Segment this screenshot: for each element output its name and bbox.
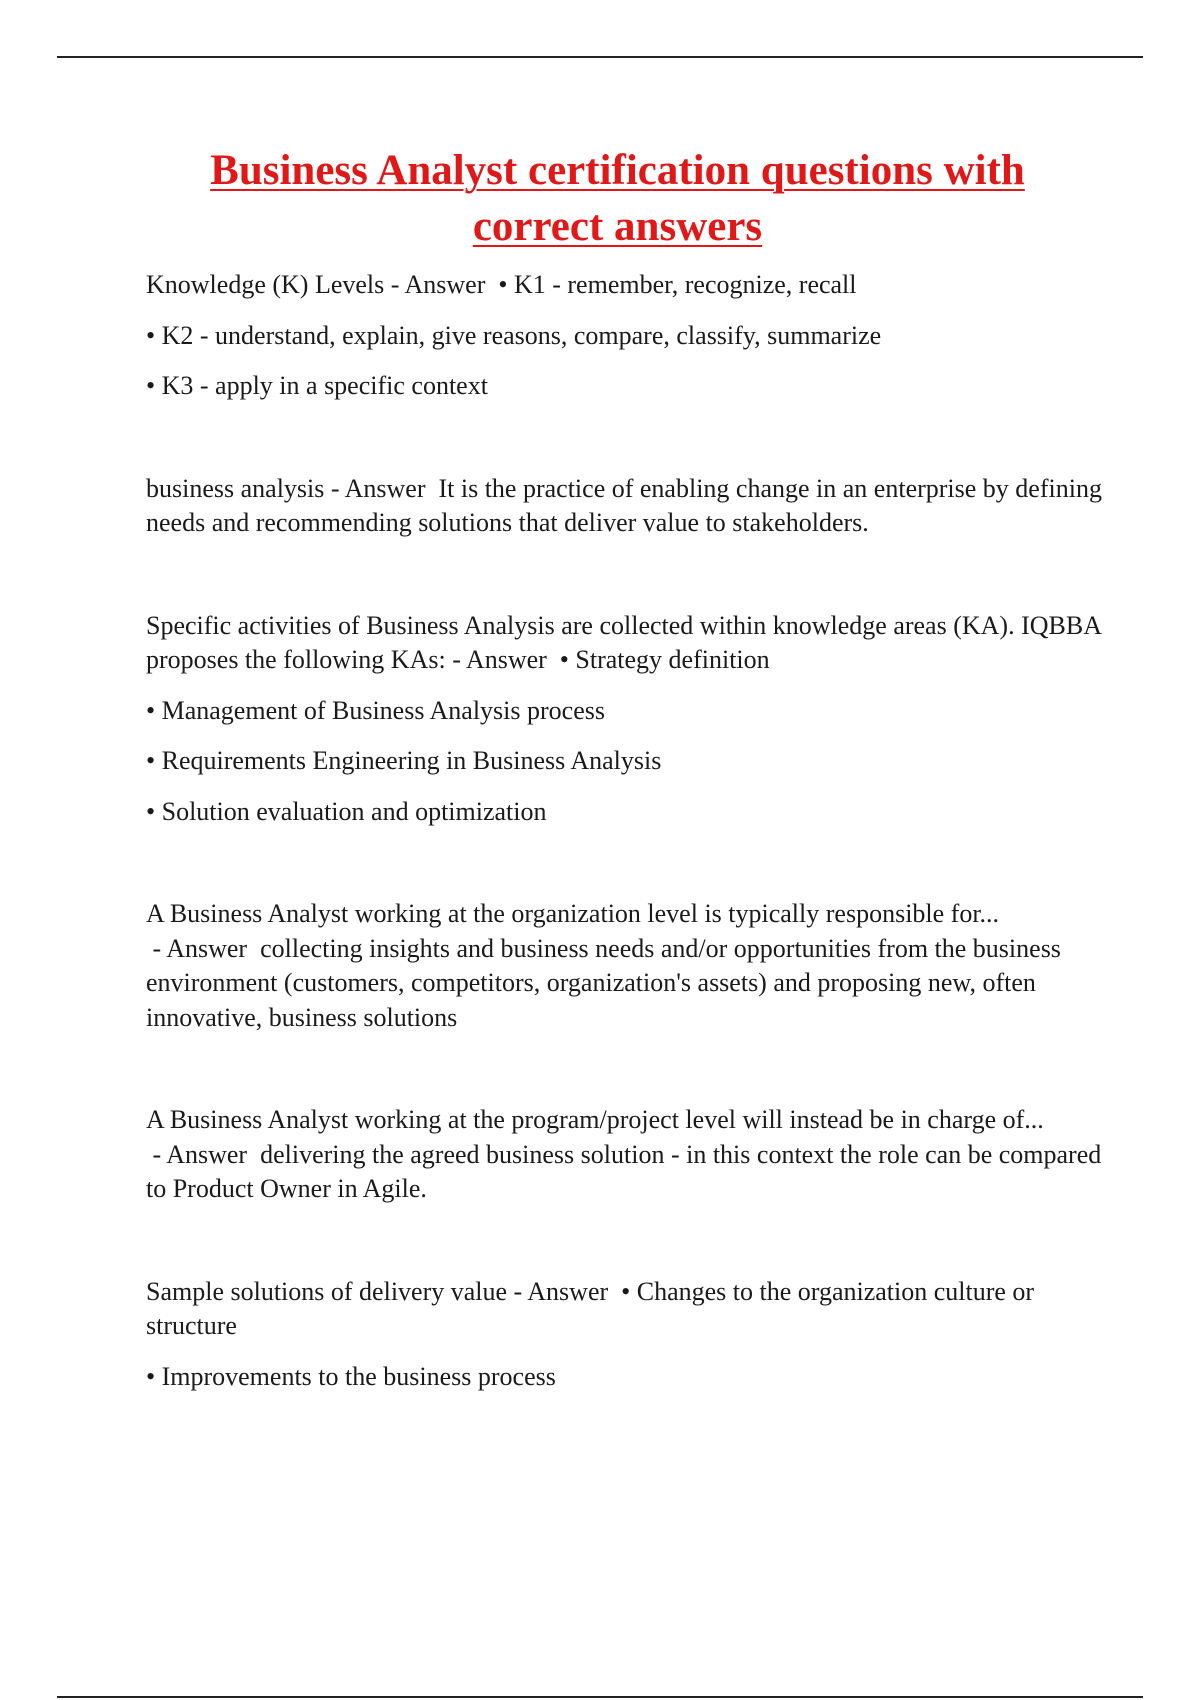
qa-list [146,268,1106,1394]
answer-bullet: • Requirements Engineering in Business Analysis [146,746,662,775]
title-line: Business Analyst certification questions with [210,147,1025,194]
question-text: A Business Analyst working at the organization level is typically responsible for... [146,899,1000,928]
bottom-rule [57,1696,1143,1698]
title-line: correct answers [472,203,763,250]
qa-item-business-analysis [146,472,1106,541]
answer-separator: - Answer [384,270,492,299]
answer-bullet: • Management of Business Analysis process [146,695,605,725]
qa-item-organization-level [146,897,1106,1035]
qa-first-line [146,609,1106,678]
question-text: A Business Analyst working at the program/project level will instead be in charge of... [146,1105,1044,1134]
answer-bullet: • K2 - understand, explain, give reasons, compare, classify, summarize [146,320,882,350]
qa-first-line [146,1275,1106,1344]
answer-text: • Changes to the organization culture or structure [146,1276,1035,1340]
answer-separator: - Answer [445,645,554,674]
answer-text: • K1 - remember, recognize, recall [498,270,857,299]
qa-item-project-level [146,1103,1106,1207]
answer-separator: - Answer [146,1139,254,1169]
answer-text: It is the practice of enabling change in an enterprise by defining needs and recommending solutions that deliver value to stakeholders. [146,473,1102,537]
document-title [100,143,1135,255]
qa-item-delivery-value [146,1275,1106,1395]
qa-first-line [146,472,1106,541]
answer-text: delivering the agreed business solution - in this context the role can be compared to Product Owner in Agile. [146,1139,1102,1203]
question-text: Knowledge (K) Levels [146,270,385,299]
answer-bullet: • Solution evaluation and optimization [146,796,547,826]
answer-separator: - Answer [507,1276,615,1306]
question-text: business analysis [146,473,325,503]
top-rule [57,56,1143,58]
qa-first-line [146,268,1106,303]
answer-bullet: • Improvements to the business process [146,1361,556,1391]
qa-first-line [146,897,1106,1035]
question-text: Specific activities of Business Analysis are collected within knowledge areas (KA). IQBBA proposes the following KAs: [146,610,1101,674]
answer-separator: - Answer [146,933,254,963]
qa-item-knowledge-levels [146,268,1106,404]
qa-item-knowledge-areas [146,609,1106,830]
answer-bullet: • K3 - apply in a specific context [146,371,488,400]
question-text: Sample solutions of delivery value [146,1276,508,1306]
answer-separator: - Answer [324,473,432,503]
answer-text: • Strategy definition [559,645,770,674]
qa-first-line [146,1103,1106,1207]
answer-text: collecting insights and business needs and/or opportunities from the business environment (customers, competitors, organization's assets) and proposing new, often innovative, business solutions [146,933,1061,1032]
